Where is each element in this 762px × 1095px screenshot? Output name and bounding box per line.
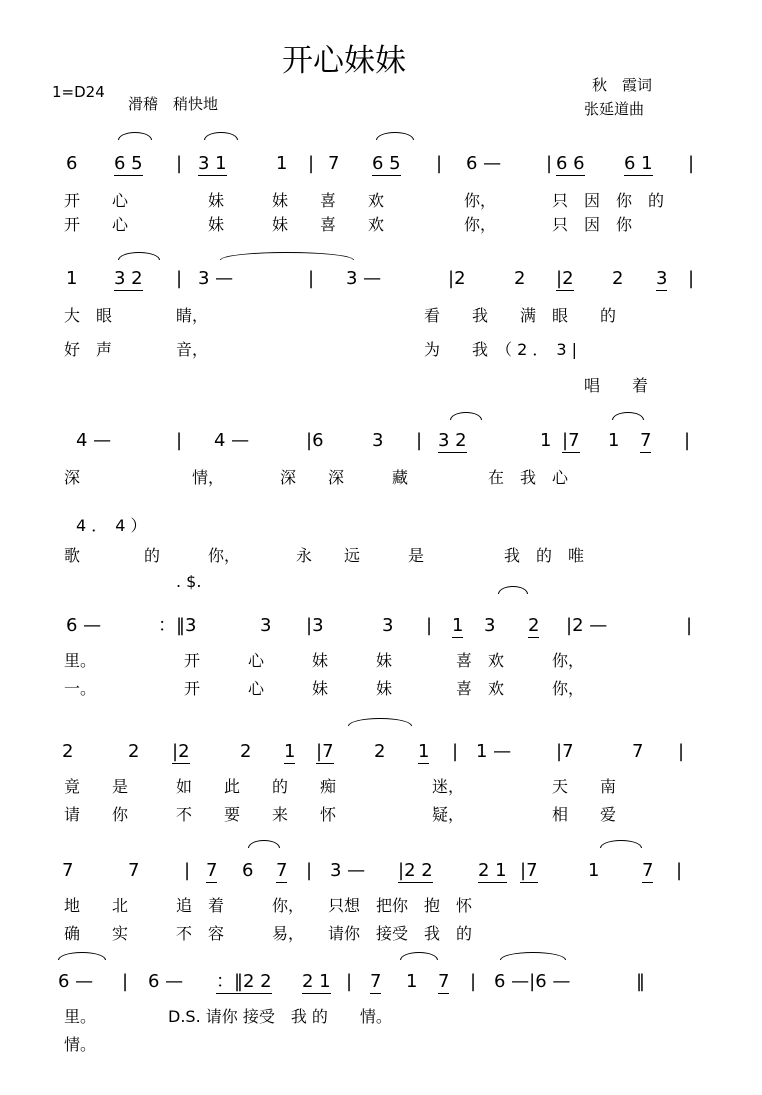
- note-group: |2 —: [566, 615, 608, 636]
- note-group: |: [426, 615, 433, 636]
- tempo-marking: 滑稽 稍快地: [128, 95, 219, 113]
- note-group: 4 —: [214, 430, 250, 451]
- note-group: 2 1: [478, 860, 507, 881]
- note-group: 3: [656, 268, 668, 289]
- note-group: |: [436, 153, 443, 174]
- note-group: |: [308, 153, 315, 174]
- note-group: ：‖2 2: [216, 971, 272, 992]
- note-group: |: [686, 615, 693, 636]
- note-group: |7: [520, 860, 538, 881]
- note-group: |2 2: [398, 860, 433, 881]
- note-group: 1: [276, 153, 288, 174]
- note-group: 3: [260, 615, 272, 636]
- note-group: 3 —: [198, 268, 234, 289]
- lyric-line: 请 你 不 要 来 怀 疑， 相 爱: [64, 805, 617, 824]
- note-group: |7: [556, 741, 574, 762]
- note-group: 1: [66, 268, 78, 289]
- lyric-line: 开 心 妹 妹 喜 欢 你， 只 因 你: [64, 215, 633, 234]
- lyric-line: 里。 D.S. 请你 接受 我 的 情。: [64, 1007, 392, 1026]
- note-group: 2: [62, 741, 74, 762]
- note-group: |: [688, 153, 695, 174]
- note-group: 6 5: [372, 153, 401, 174]
- lyric-line: 歌 的 你， 永 远 是 我 的 唯: [64, 546, 585, 565]
- note-group: |: [176, 268, 183, 289]
- note-group: |6: [306, 430, 324, 451]
- note-group: |: [122, 971, 129, 992]
- note-group: 7: [276, 860, 288, 881]
- note-group: 1 —: [476, 741, 512, 762]
- note-group: 1: [540, 430, 552, 451]
- slur-mark: [500, 952, 566, 960]
- note-group: 7: [370, 971, 382, 992]
- note-group: 6 6: [556, 153, 585, 174]
- note-group: 2 1: [302, 971, 331, 992]
- slur-mark: [498, 586, 528, 594]
- lyricist-credit: 秋 霞词: [592, 76, 653, 94]
- note-group: |2: [448, 268, 466, 289]
- note-group: 2: [612, 268, 624, 289]
- note-group: |: [308, 268, 315, 289]
- note-group: 6: [66, 153, 78, 174]
- note-group: 2: [514, 268, 526, 289]
- note-group: 3 1: [198, 153, 227, 174]
- slur-mark: [118, 252, 160, 260]
- composer-credit: 张延道曲: [584, 100, 645, 118]
- note-group: 6 —: [148, 971, 184, 992]
- note-group: 2: [240, 741, 252, 762]
- lyric-line: 地 北 追 着 你， 只想 把你 抱 怀: [64, 896, 473, 915]
- lyric-line: 4 ． 4 ）: [76, 516, 147, 535]
- slur-mark: [220, 252, 354, 260]
- note-group: 6 —|6 —: [494, 971, 571, 992]
- segno-mark: . $.: [176, 572, 202, 591]
- note-group: |7: [316, 741, 334, 762]
- note-group: 3: [372, 430, 384, 451]
- note-group: |: [306, 860, 313, 881]
- note-group: 7: [642, 860, 654, 881]
- note-group: 1: [452, 615, 464, 636]
- note-group: |: [176, 153, 183, 174]
- note-group: 7: [128, 860, 140, 881]
- lyric-line: 确 实 不 容 易， 请你 接受 我 的: [64, 924, 473, 943]
- lyric-line: 深 情， 深 深 藏 在 我 心: [64, 468, 569, 487]
- note-group: |7: [562, 430, 580, 451]
- note-group: 2: [128, 741, 140, 762]
- slur-mark: [600, 840, 642, 848]
- note-group: |: [470, 971, 477, 992]
- slur-mark: [204, 132, 238, 140]
- lyric-line: 开 心 妹 妹 喜 欢 你， 只 因 你 的: [64, 191, 665, 210]
- note-group: 3: [484, 615, 496, 636]
- slur-mark: [248, 840, 280, 848]
- note-group: 6 5: [114, 153, 143, 174]
- lyric-line: 一。 开 心 妹 妹 喜 欢 你，: [64, 679, 585, 698]
- song-title: 开心妹妹: [282, 43, 406, 79]
- lyric-line: 情。: [64, 1035, 97, 1054]
- note-group: |: [676, 860, 683, 881]
- lyric-line: 大 眼 睛， 看 我 满 眼 的: [64, 306, 617, 325]
- slur-mark: [118, 132, 152, 140]
- note-group: 3 2: [114, 268, 143, 289]
- note-group: 1: [284, 741, 296, 762]
- note-group: |: [452, 741, 459, 762]
- note-group: 3 2: [438, 430, 467, 451]
- note-group: 3: [382, 615, 394, 636]
- note-group: |: [684, 430, 691, 451]
- note-group: |2: [556, 268, 574, 289]
- slur-mark: [376, 132, 414, 140]
- note-group: 6: [242, 860, 254, 881]
- note-group: |: [678, 741, 685, 762]
- slur-mark: [58, 952, 106, 960]
- slur-mark: [348, 718, 412, 726]
- note-group: |: [546, 153, 553, 174]
- note-group: 1: [608, 430, 620, 451]
- note-group: 7: [640, 430, 652, 451]
- note-group: 2: [374, 741, 386, 762]
- note-group: 6 —: [466, 153, 502, 174]
- note-group: 3 —: [346, 268, 382, 289]
- lyric-line: 好 声 音， 为 我 （ 2 ． 3 |: [64, 340, 578, 359]
- note-group: |: [176, 430, 183, 451]
- note-group: 7: [62, 860, 74, 881]
- note-group: |: [184, 860, 191, 881]
- note-group: 7: [438, 971, 450, 992]
- lyric-line: 里。 开 心 妹 妹 喜 欢 你，: [64, 651, 585, 670]
- key-signature: 1=D24: [52, 83, 105, 101]
- note-group: 6 —: [66, 615, 102, 636]
- note-group: 3 —: [330, 860, 366, 881]
- note-group: 6 1: [624, 153, 653, 174]
- note-group: 7: [328, 153, 340, 174]
- note-group: |2: [172, 741, 190, 762]
- note-group: 1: [588, 860, 600, 881]
- note-group: 1: [406, 971, 418, 992]
- note-group: 4 —: [76, 430, 112, 451]
- note-group: 1: [418, 741, 430, 762]
- slur-mark: [612, 412, 644, 420]
- note-group: 7: [632, 741, 644, 762]
- note-group: 2: [528, 615, 540, 636]
- note-group: 6 —: [58, 971, 94, 992]
- lyric-line: 竟 是 如 此 的 痴 迷， 天 南: [64, 777, 617, 796]
- slur-mark: [400, 952, 438, 960]
- note-group: ：‖3: [158, 615, 197, 636]
- note-group: |: [688, 268, 695, 289]
- note-group: |: [416, 430, 423, 451]
- lyric-extra: 唱 着: [584, 376, 649, 395]
- slur-mark: [450, 412, 482, 420]
- note-group: 7: [206, 860, 218, 881]
- note-group: ‖: [636, 971, 645, 992]
- note-group: |3: [306, 615, 324, 636]
- note-group: |: [346, 971, 353, 992]
